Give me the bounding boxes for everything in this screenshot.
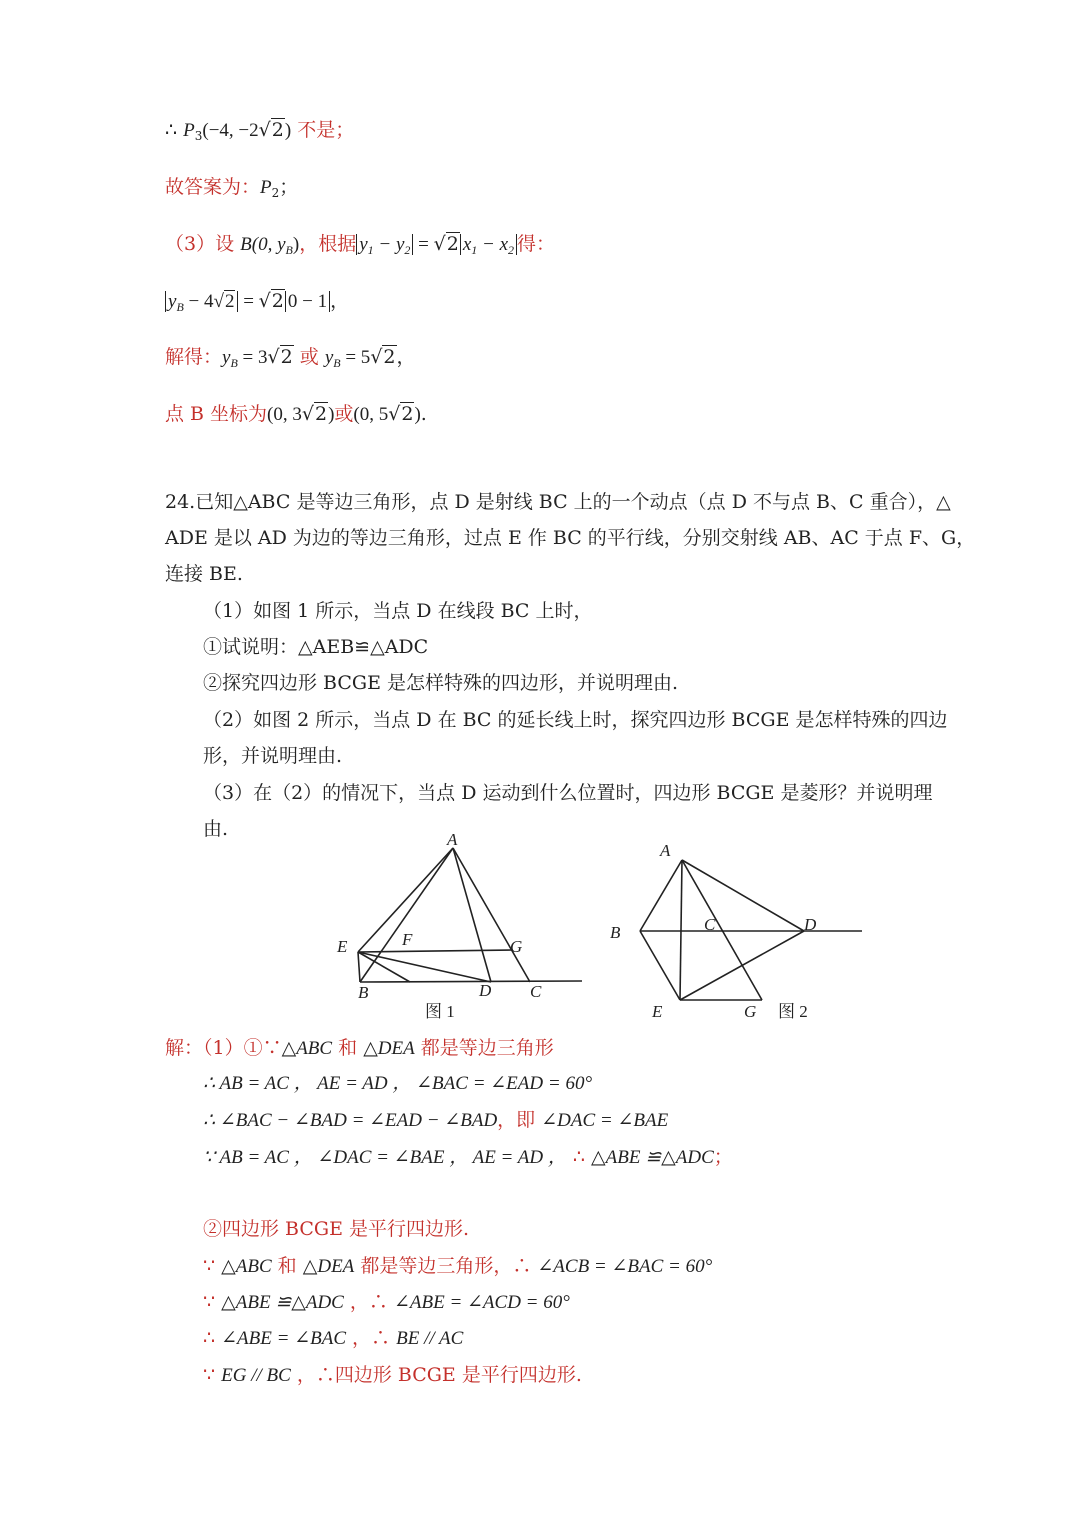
sqrt: √2 bbox=[388, 403, 414, 425]
minus-y: − y bbox=[373, 234, 405, 255]
question-3a: （3）在（2）的情况下，当点 D 运动到什么位置时，四边形 BCGE 是菱形？并说明理 bbox=[203, 782, 933, 804]
solution-line-3 bbox=[203, 1102, 668, 1139]
subscript: B bbox=[230, 356, 238, 370]
sub4: 2 bbox=[508, 243, 515, 257]
label-e: E bbox=[337, 937, 348, 956]
abs-yb bbox=[165, 291, 238, 312]
label-b: B bbox=[358, 983, 369, 1002]
label-g: G bbox=[510, 937, 523, 956]
subscript: B bbox=[333, 356, 341, 370]
that-is-text: ，即 bbox=[497, 1109, 542, 1131]
figure-2 bbox=[600, 838, 870, 1028]
label-e: E bbox=[652, 1002, 663, 1021]
abs-x bbox=[460, 234, 517, 255]
label-d: D bbox=[804, 915, 817, 934]
label-c: C bbox=[530, 982, 542, 1001]
therefore: ，∴ bbox=[343, 1291, 394, 1313]
sub1: 1 bbox=[367, 243, 374, 257]
triangle-abc: △ABC bbox=[221, 1256, 272, 1277]
sqrt: √2 bbox=[301, 403, 328, 425]
sqrt: √2 bbox=[370, 346, 396, 368]
yb: y bbox=[222, 347, 231, 368]
and-text: 和 bbox=[271, 1255, 303, 1277]
parallel: BE // AC bbox=[396, 1328, 464, 1349]
equals: = bbox=[238, 291, 259, 312]
question-1: （1）如图 1 所示，当点 D 在线段 BC 上时， bbox=[203, 600, 593, 622]
label-c: C bbox=[704, 915, 716, 934]
label-g: G bbox=[744, 1002, 757, 1021]
because: ∵ bbox=[203, 1364, 222, 1386]
coord2-close: ) bbox=[414, 404, 421, 425]
solution-line-7 bbox=[203, 1284, 570, 1321]
comma: ， bbox=[330, 290, 350, 312]
sqrt: √2 bbox=[433, 233, 459, 255]
not-text: 不是； bbox=[291, 119, 355, 141]
equals-3: = 3 bbox=[237, 347, 268, 368]
question-1a: ①试说明：△AEB≌△ADC bbox=[203, 636, 429, 658]
solution-line-9 bbox=[203, 1357, 582, 1394]
congruence: △ABE ≌△ADC bbox=[591, 1147, 714, 1168]
minus-x: − x bbox=[477, 234, 509, 255]
solve-label: 解得： bbox=[165, 346, 223, 368]
answer-label: 故答案为： bbox=[165, 176, 261, 198]
radicand: 2 bbox=[280, 346, 293, 368]
therefore: ∴ bbox=[203, 1327, 222, 1349]
problem-line-3: 连接 BE. bbox=[165, 563, 243, 585]
coords-close: ) bbox=[284, 120, 292, 141]
get-text: 得： bbox=[517, 233, 556, 255]
sqrt: √2 bbox=[213, 291, 235, 312]
abs-diff: 0 − 1 bbox=[285, 291, 330, 312]
yb: y bbox=[168, 291, 177, 312]
figure-1-caption: 图 1 bbox=[425, 1002, 455, 1021]
angle-60: ∠ACB = ∠BAC = 60° bbox=[537, 1256, 713, 1277]
figure-2-caption: 图 2 bbox=[778, 1002, 808, 1021]
congruence: △ABE ≌△ADC bbox=[221, 1292, 344, 1313]
figure-1 bbox=[330, 826, 600, 1026]
point-b: B(0, y bbox=[240, 234, 286, 255]
comma: ， bbox=[396, 346, 416, 368]
therefore: ∴ bbox=[566, 1146, 592, 1168]
angle-subtract: ∴ ∠BAC − ∠BAD = ∠EAD − ∠BAD bbox=[203, 1110, 498, 1131]
solution-line-6 bbox=[203, 1248, 712, 1285]
radicand: 2 bbox=[401, 403, 414, 425]
subscript: 2 bbox=[271, 186, 280, 200]
period: . bbox=[420, 403, 427, 425]
because: ∵ bbox=[203, 1255, 222, 1277]
semicolon: ； bbox=[713, 1146, 733, 1168]
solution-line-5: ②四边形 BCGE 是平行四边形. bbox=[203, 1218, 470, 1240]
equals-5: = 5 bbox=[340, 347, 371, 368]
and-text: 和 bbox=[332, 1037, 364, 1059]
or-text: 或 bbox=[293, 346, 325, 368]
radicand: 2 bbox=[446, 233, 459, 255]
problem-line-1: 24.已知△ABC 是等边三角形，点 D 是射线 BC 上的一个动点（点 D 不与点 B、C 重合），△ bbox=[165, 491, 951, 513]
triangle-dea: △DEA bbox=[302, 1256, 355, 1277]
question-1b: ②探究四边形 BCGE 是怎样特殊的四边形，并说明理由. bbox=[203, 672, 679, 694]
solution-line-1 bbox=[165, 1030, 554, 1067]
coord1: (0, 3 bbox=[267, 404, 302, 425]
coord2: (0, 5 bbox=[353, 404, 389, 425]
sqrt: √2 bbox=[258, 290, 284, 312]
solution-line-2: ∴ AB = AC ， AE = AD ， ∠BAC = ∠EAD = 60° bbox=[203, 1073, 593, 1094]
subscript: B bbox=[285, 243, 293, 257]
radicand: 2 bbox=[271, 119, 284, 141]
triangle-abc: △ABC bbox=[281, 1038, 333, 1059]
figure-2-lines bbox=[640, 860, 862, 1000]
given-equalities: ∵ AB = AC ， ∠DAC = ∠BAE ， AE = AD ， bbox=[203, 1147, 567, 1168]
equals: = bbox=[413, 234, 434, 255]
sub3: 1 bbox=[471, 243, 478, 257]
label-f: F bbox=[402, 930, 413, 949]
point-p: P bbox=[260, 177, 272, 198]
radicand: 2 bbox=[314, 403, 328, 425]
subscript: 3 bbox=[194, 129, 203, 143]
x1: x bbox=[462, 234, 472, 255]
solve-line bbox=[165, 345, 416, 375]
p3-not-line bbox=[165, 118, 354, 148]
label-a: A bbox=[447, 830, 458, 849]
yb: y bbox=[324, 347, 334, 368]
therefore: ，∴ bbox=[346, 1327, 397, 1349]
coords-label: 点 B 坐标为 bbox=[165, 403, 268, 425]
or-text: 或 bbox=[334, 403, 354, 425]
minus: − 4 bbox=[183, 291, 214, 312]
radicand: 2 bbox=[383, 346, 396, 368]
problem-line-2: ADE 是以 AD 为边的等边三角形，过点 E 作 BC 的平行线，分别交射线 AB、AC 于点 F、G， bbox=[165, 527, 976, 549]
y1: y bbox=[359, 234, 368, 255]
abs-y bbox=[356, 234, 413, 255]
equilateral-text: 都是等边三角形 bbox=[414, 1037, 554, 1059]
solution-line-4 bbox=[203, 1139, 733, 1176]
because: ∵ bbox=[203, 1291, 222, 1313]
coords: (−4, −2 bbox=[202, 120, 259, 141]
solution-line-8 bbox=[203, 1320, 463, 1357]
label-a: A bbox=[660, 841, 671, 860]
radicand: 2 bbox=[224, 291, 235, 312]
subscript: B bbox=[176, 300, 184, 314]
question-2a: （2）如图 2 所示，当点 D 在 BC 的延长线上时，探究四边形 BCGE 是怎样特殊的四边 bbox=[203, 709, 948, 731]
question-3b: 由. bbox=[203, 818, 229, 840]
triangle-dea: △DEA bbox=[363, 1038, 415, 1059]
radicand: 2 bbox=[271, 290, 284, 312]
question-2b: 形，并说明理由. bbox=[203, 745, 343, 767]
final-answer-line bbox=[165, 175, 298, 205]
label-d: D bbox=[479, 981, 492, 1000]
therefore-symbol: ∴ bbox=[165, 119, 184, 141]
paren: ) bbox=[292, 234, 300, 255]
according-text: ，根据 bbox=[299, 233, 357, 255]
conclusion: ，∴四边形 BCGE 是平行四边形. bbox=[290, 1364, 582, 1386]
sub2: 2 bbox=[404, 243, 411, 257]
equation-line bbox=[165, 289, 349, 319]
coords-line bbox=[165, 402, 427, 427]
parallel: EG // BC bbox=[221, 1365, 291, 1386]
coord1-close: ) bbox=[328, 404, 335, 425]
figure-1-lines bbox=[358, 848, 582, 982]
angle-60: ∠ABE = ∠ACD = 60° bbox=[393, 1292, 570, 1313]
sqrt: √2 bbox=[258, 119, 284, 141]
angle-equal: ∠ABE = ∠BAC bbox=[221, 1328, 347, 1349]
label-b: B bbox=[610, 923, 621, 942]
angle-equal: ∠DAC = ∠BAE bbox=[541, 1110, 669, 1131]
solution-label: 解：（1）①∵ bbox=[165, 1037, 282, 1059]
sqrt: √2 bbox=[267, 346, 293, 368]
equilateral-therefore: 都是等边三角形，∴ bbox=[354, 1255, 538, 1277]
part3-intro-line bbox=[165, 232, 555, 262]
part3-label: （3）设 bbox=[165, 233, 241, 255]
semicolon: ； bbox=[279, 176, 299, 198]
point-p: P bbox=[183, 120, 195, 141]
